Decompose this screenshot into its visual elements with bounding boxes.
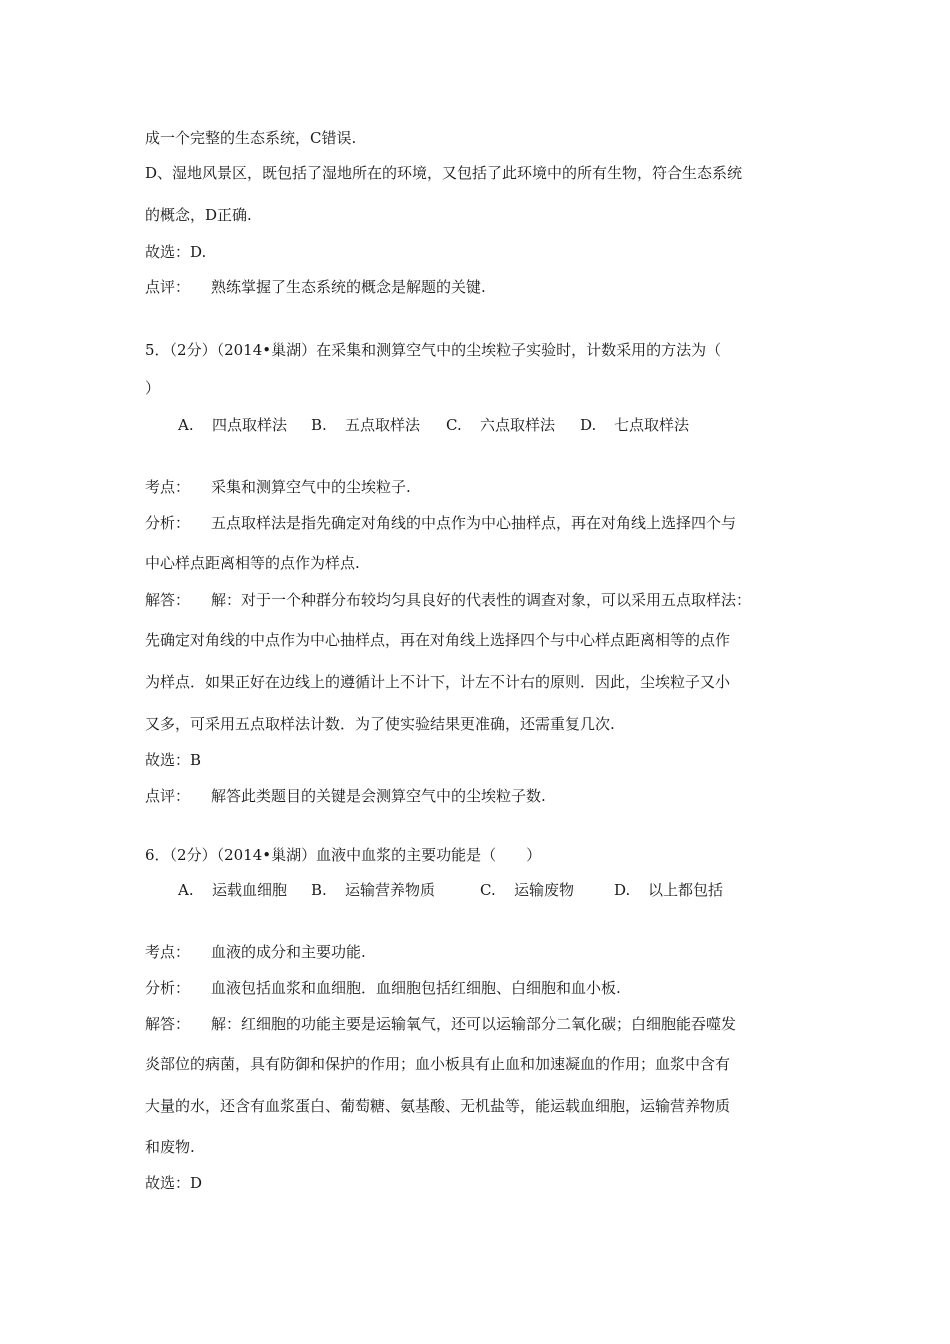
- kaodian-label: 考点：: [145, 943, 191, 961]
- fenxi-text: 血液包括血浆和血细胞．血细胞包括红细胞、白细胞和血小板.: [211, 979, 621, 997]
- q5-fenxi: [145, 513, 736, 533]
- q6-option-a-letter: A.: [178, 881, 194, 899]
- q5-stem-line-1: 5．（2分）（2014•巢湖）在采集和测算空气中的尘埃粒子实验时，计数采用的方法为（: [145, 341, 722, 359]
- jieda-text: 解：对于一个种群分布较均匀具良好的代表性的调查对象，可以采用五点取样法：: [211, 591, 752, 609]
- comment-text: 解答此类题目的关键是会测算空气中的尘埃粒子数.: [211, 787, 546, 805]
- q5-option-b: 五点取样法: [345, 416, 421, 434]
- q5-jieda-line-3: 为样点．如果正好在边线上的遵循计上不计下，计左不计右的原则．因此，尘埃粒子又小: [145, 673, 731, 691]
- q6-jieda-line-4: 和废物.: [145, 1138, 195, 1156]
- q5-fenxi-line-2: 中心样点距离相等的点作为样点.: [145, 554, 360, 572]
- q6-option-a: 运载血细胞: [212, 881, 288, 899]
- comment-text: 熟练掌握了生态系统的概念是解题的关键.: [211, 278, 486, 296]
- q5-answer: 故选：B: [145, 751, 202, 769]
- prev-explanation-line-3: 的概念，D正确.: [145, 206, 252, 224]
- fenxi-text: 五点取样法是指先确定对角线的中点作为中心抽样点，再在对角线上选择四个与: [211, 514, 737, 532]
- q5-option-b-letter: B.: [311, 416, 327, 434]
- q6-option-d: 以上都包括: [648, 881, 724, 899]
- q5-jieda-line-2: 先确定对角线的中点作为中心抽样点，再在对角线上选择四个与中心样点距离相等的点作: [145, 631, 731, 649]
- q6-option-b: 运输营养物质: [345, 881, 436, 899]
- fenxi-label: 分析：: [145, 979, 191, 997]
- prev-comment: [145, 277, 486, 297]
- q6-fenxi: [145, 978, 621, 998]
- q5-comment: [145, 786, 546, 806]
- q5-option-d: 七点取样法: [614, 416, 690, 434]
- q6-jieda-line-3: 大量的水，还含有血浆蛋白、葡萄糖、氨基酸、无机盐等，能运载血细胞，运输营养物质: [145, 1097, 731, 1115]
- comment-label: 点评：: [145, 278, 191, 296]
- comment-label: 点评：: [145, 787, 191, 805]
- q5-jieda-line-4: 又多，可采用五点取样法计数．为了使实验结果更准确，还需重复几次.: [145, 715, 615, 733]
- q5-stem-line-2: ）: [145, 379, 161, 397]
- q6-option-c-letter: C.: [480, 881, 496, 899]
- q5-option-c: 六点取样法: [480, 416, 556, 434]
- q6-option-c: 运输废物: [514, 881, 575, 899]
- q5-option-a-letter: A.: [178, 416, 194, 434]
- q6-stem: 6．（2分）（2014•巢湖）血液中血浆的主要功能是（ ）: [145, 846, 542, 864]
- kaodian-text: 血液的成分和主要功能.: [211, 943, 366, 961]
- q6-option-d-letter: D.: [614, 881, 631, 899]
- prev-explanation-line-2: D、湿地风景区，既包括了湿地所在的环境，又包括了此环境中的所有生物，符合生态系统: [145, 164, 743, 182]
- q5-option-d-letter: D.: [580, 416, 597, 434]
- q6-kaodian: [145, 942, 366, 962]
- kaodian-label: 考点：: [145, 478, 191, 496]
- q6-jieda: [145, 1014, 736, 1034]
- jieda-text: 解：红细胞的功能主要是运输氧气，还可以运输部分二氧化碳；白细胞能吞噬发: [211, 1015, 737, 1033]
- jieda-label: 解答：: [145, 591, 191, 609]
- q5-kaodian: [145, 477, 411, 497]
- fenxi-label: 分析：: [145, 514, 191, 532]
- q5-jieda: [145, 590, 751, 610]
- q5-option-c-letter: C.: [446, 416, 462, 434]
- prev-answer: 故选：D.: [145, 243, 207, 261]
- q5-option-a: 四点取样法: [212, 416, 288, 434]
- kaodian-text: 采集和测算空气中的尘埃粒子.: [211, 478, 411, 496]
- q6-jieda-line-2: 炎部位的病菌，具有防御和保护的作用；血小板具有止血和加速凝血的作用；血浆中含有: [145, 1055, 731, 1073]
- q6-option-b-letter: B.: [311, 881, 327, 899]
- jieda-label: 解答：: [145, 1015, 191, 1033]
- prev-explanation-line-1: 成一个完整的生态系统，C错误.: [145, 129, 357, 147]
- q6-answer: 故选：D: [145, 1174, 203, 1192]
